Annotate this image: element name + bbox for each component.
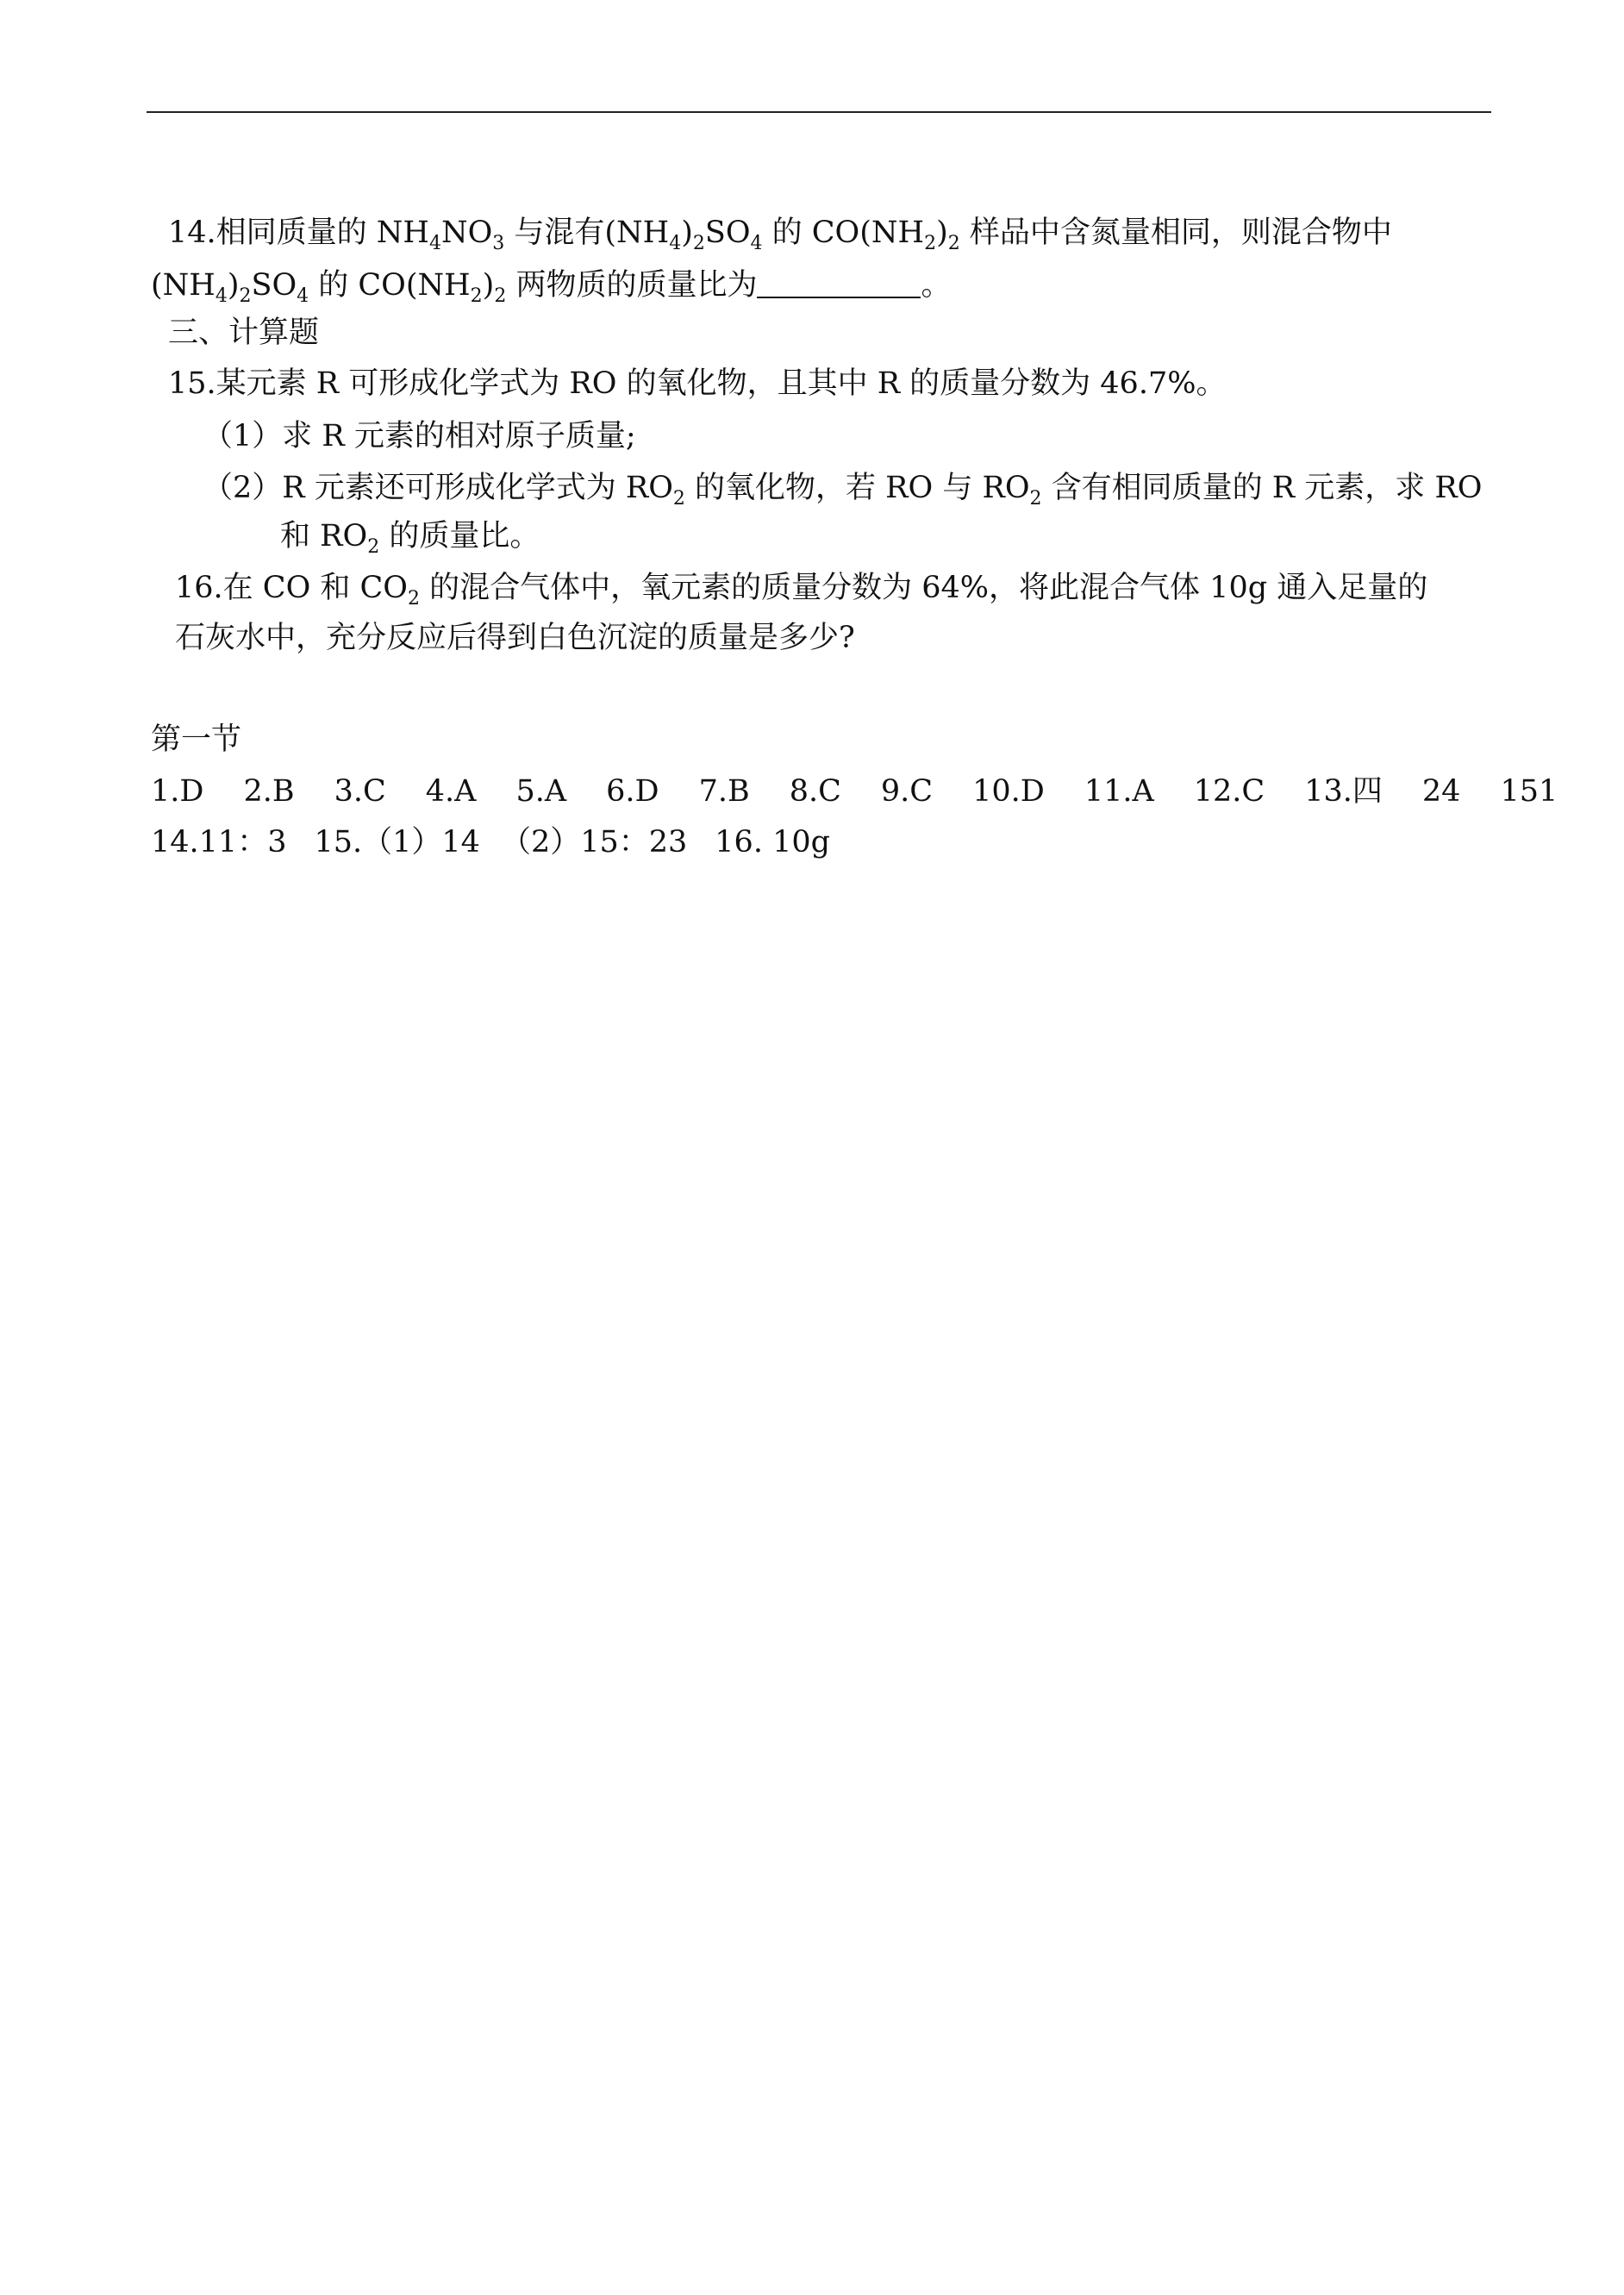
q14-line-2: $(NH_4)_2SO_4$ 的 $CO(NH_2)_2$ 两物质的质量比为 。	[151, 268, 952, 307]
answer-item: （2）15：23	[500, 825, 688, 860]
answer-item: 3.C	[334, 774, 386, 809]
answer-item: 4.A	[425, 774, 477, 809]
answer-blank[interactable]	[757, 271, 921, 298]
answer-item: 1.D	[151, 774, 204, 809]
answer-item: 151	[1500, 774, 1558, 809]
answer-item: 6.D	[606, 774, 659, 809]
header-rule	[147, 111, 1491, 113]
answer-item: 14.11：3	[151, 825, 287, 860]
q16-line-1: 16.在 CO 和 $CO_2$ 的混合气体中，氧元素的质量分数为 64%，将此混合气体 10g 通入足量的	[175, 571, 1428, 610]
q14-line-1: 14.相同质量的 $NH_4NO_3$ 与混有$(NH_4)_2SO_4$ 的 $CO(NH_2)_2$ 样品中含氮量相同，则混合物中	[168, 216, 1392, 254]
answer-item: 12.C	[1193, 774, 1265, 809]
answer-row-2	[151, 823, 870, 861]
answer-item: 16. 10g	[715, 825, 831, 860]
answer-item: 5.A	[515, 774, 567, 809]
answer-row-1	[151, 772, 1597, 810]
answer-heading: 第一节	[151, 722, 242, 757]
answer-item: 24	[1421, 774, 1461, 809]
answer-item: 9.C	[880, 774, 934, 809]
answer-item: 15.（1）14	[314, 825, 480, 860]
answer-item: 11.A	[1084, 774, 1154, 809]
q15-subquestion-2-cont: 和 $RO_2$ 的质量比。	[280, 519, 540, 558]
q15-stem: 15.某元素 R 可形成化学式为 RO 的氧化物，且其中 R 的质量分数为 46.7%。	[168, 366, 1227, 401]
answer-item: 8.C	[789, 774, 841, 809]
q15-subquestion-1: （1）求 R 元素的相对原子质量;	[203, 419, 636, 453]
q16-line-2: 石灰水中，充分反应后得到白色沉淀的质量是多少?	[175, 621, 855, 655]
answer-item: 2.B	[243, 774, 295, 809]
answer-item: 7.B	[698, 774, 750, 809]
answer-item: 13.四	[1304, 774, 1383, 809]
answer-item: 10.D	[972, 774, 1045, 809]
q15-subquestion-2: （2）R 元素还可形成化学式为 $RO_2$ 的氧化物，若 RO 与 $RO_2$ 含有相同质量的 R 元素，求 RO	[203, 471, 1483, 510]
section-title: 三、计算题	[168, 316, 320, 350]
